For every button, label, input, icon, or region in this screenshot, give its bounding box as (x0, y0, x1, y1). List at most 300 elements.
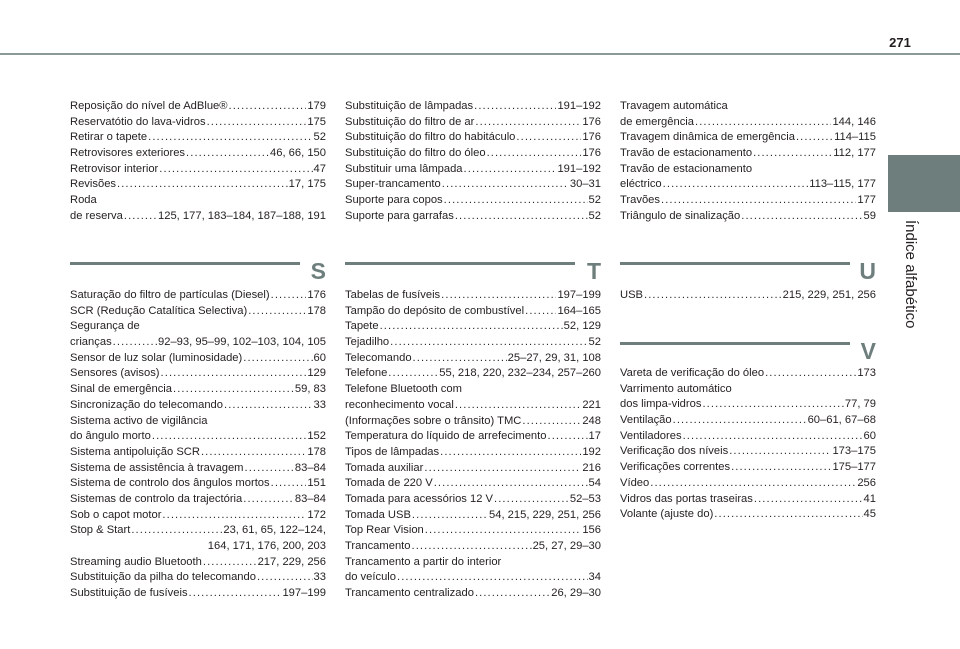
index-entry (620, 130, 876, 146)
entry-label: (Informações sobre o trânsito) TMC (345, 414, 522, 427)
entry-label: Verificações correntes (620, 461, 731, 474)
entry-pages: 59 (863, 209, 876, 222)
entry-pages: 164–165 (557, 304, 601, 317)
entry-label: Sinal de emergência (70, 383, 172, 396)
entry-pages: 173–175 (832, 445, 876, 458)
entry-pages: 248 (582, 414, 601, 427)
dot-leader (397, 570, 588, 586)
entry-pages: 25, 27, 29–30 (532, 540, 601, 552)
entry-label: Trancamento a partir do interior (345, 555, 502, 568)
entry-pages: 179 (307, 100, 326, 112)
entry-pages: 26, 29–30 (551, 587, 601, 600)
entry-pages: 113–115, 177 (809, 178, 876, 191)
dot-leader (487, 146, 582, 162)
entry-label: reconhecimento vocal (345, 398, 454, 411)
entry-pages: 60 (863, 429, 876, 442)
dot-leader (548, 429, 588, 445)
entry-label: Tomada para acessórios 12 V (345, 492, 494, 505)
dot-leader (702, 397, 843, 413)
dot-leader (441, 288, 556, 304)
entry-pages: 197–199 (557, 289, 601, 301)
entry-pages: 17 (588, 430, 601, 443)
entry-label: Sistema activo de vigilância (70, 414, 208, 427)
index-entry (620, 413, 876, 429)
dot-leader (522, 414, 581, 430)
entry-label: Sistemas de controlo da trajectória (70, 492, 243, 505)
index-entry (70, 209, 326, 225)
entry-label: Substituição de lâmpadas (345, 100, 474, 112)
entry-label: Tipos de lâmpadas (345, 445, 440, 458)
dot-leader (455, 209, 588, 225)
entry-pages: 256 (857, 476, 876, 489)
entry-label: USB (620, 289, 644, 301)
entry-label: Triângulo de sinalização (620, 209, 741, 222)
dot-leader (229, 99, 307, 115)
index-entry (345, 130, 601, 146)
dot-leader (124, 209, 157, 225)
index-entry (70, 146, 326, 162)
index-entry (620, 115, 876, 131)
entry-label: Trancamento (345, 540, 411, 552)
entry-pages: 125, 177, 183–184, 187–188, 191 (158, 209, 326, 222)
index-entry (345, 351, 601, 367)
index-entry (70, 382, 326, 398)
index-entry (70, 555, 326, 571)
dot-leader (224, 398, 313, 414)
entry-label: Vidros das portas traseiras (620, 492, 753, 505)
index-entry (70, 304, 326, 320)
index-entry (345, 445, 601, 461)
index-entry (345, 177, 601, 193)
entry-label: Vareta de verificação do óleo (620, 367, 765, 379)
index-entry (620, 429, 876, 445)
entry-label: Tomada USB (345, 508, 411, 521)
entry-label: Retrovisor interior (70, 162, 159, 175)
entry-pages: 23, 61, 65, 122–124, (223, 524, 326, 537)
entry-label: Saturação do filtro de partículas (Diesel) (70, 289, 270, 301)
index-entry (345, 398, 601, 414)
index-entry (345, 366, 601, 382)
dot-leader (162, 508, 306, 524)
dot-leader (243, 351, 312, 367)
entry-label: Substituição do filtro do habitáculo (345, 131, 516, 144)
index-entry (70, 445, 326, 461)
index-entry (345, 429, 601, 445)
entry-label: Reposição do nível de AdBlue® (70, 100, 228, 112)
entry-pages: 52 (588, 336, 601, 349)
entry-label: eléctrico (620, 178, 662, 191)
index-block (70, 288, 326, 602)
entry-label: Substituição do filtro de ar (345, 115, 475, 128)
dot-leader (388, 366, 438, 382)
entry-label: Sensor de luz solar (luminosidade) (70, 351, 243, 364)
dot-leader (148, 130, 312, 146)
index-entry (620, 209, 876, 225)
entry-label: Telefone (345, 367, 388, 380)
entry-pages: 52 (588, 209, 601, 222)
index-entry (70, 193, 326, 209)
entry-label: Travagem automática (620, 100, 728, 112)
entry-pages: 172 (307, 508, 326, 521)
dot-leader (650, 476, 856, 492)
dot-leader (189, 586, 282, 602)
dot-leader (152, 429, 306, 445)
entry-pages: 215, 229, 251, 256 (782, 289, 876, 301)
dot-leader (714, 507, 862, 523)
dot-leader (434, 476, 588, 492)
entry-pages: 144, 146 (832, 115, 876, 128)
dot-leader (765, 366, 856, 382)
entry-label: Retrovisores exteriores (70, 147, 186, 160)
entry-pages: 41 (863, 492, 876, 505)
entry-pages: 52–53 (569, 492, 601, 505)
entry-label: Travão de estacionamento (620, 162, 753, 175)
entry-pages: 191–192 (557, 162, 601, 175)
dot-leader (731, 460, 831, 476)
entry-pages: 59, 83 (294, 383, 326, 396)
index-entry (70, 319, 326, 335)
section-header-u (620, 258, 876, 286)
index-entry (345, 209, 601, 225)
dot-leader (186, 146, 269, 162)
index-entry (345, 99, 601, 115)
entry-label: Travão de estacionamento (620, 147, 753, 160)
entry-pages: 173 (857, 367, 876, 379)
entry-label: Sensores (avisos) (70, 367, 160, 380)
dot-leader (173, 382, 294, 398)
entry-pages: 83–84 (294, 461, 326, 474)
entry-pages: 55, 218, 220, 232–234, 257–260 (439, 367, 601, 380)
index-entry (345, 492, 601, 508)
section-letter: V (860, 338, 876, 364)
entry-label: Reservatótio do lava-vidros (70, 115, 206, 128)
entry-label: do ângulo morto (70, 430, 151, 443)
section-letter: U (859, 258, 876, 284)
index-entry (620, 507, 876, 523)
section-header-v (620, 338, 876, 366)
entry-label: Sincronização do telecomando (70, 398, 223, 411)
entry-label: Suporte para copos (345, 194, 443, 207)
entry-label: Varrimento automático (620, 382, 732, 395)
section-rule (620, 262, 850, 265)
section-letter: T (586, 258, 601, 284)
entry-label: Substituição da pilha do telecomando (70, 571, 256, 584)
dot-leader (516, 130, 581, 146)
index-entry (345, 523, 601, 539)
dot-leader (424, 461, 581, 477)
index-block (345, 288, 601, 602)
dot-leader (131, 523, 222, 539)
entry-label: Substituição do filtro do óleo (345, 147, 486, 160)
dot-leader (644, 288, 782, 304)
entry-pages: 177 (857, 194, 876, 207)
entry-label: Tabelas de fusíveis (345, 289, 441, 301)
dot-leader (474, 99, 556, 115)
section-rule (70, 262, 300, 265)
dot-leader (412, 508, 488, 524)
index-entry (345, 115, 601, 131)
index-entry (620, 99, 876, 115)
dot-leader (796, 130, 833, 146)
entry-pages: 52 (313, 131, 326, 144)
dot-leader (695, 115, 831, 131)
index-entry (70, 99, 326, 115)
entry-label: Top Rear Vision (345, 524, 424, 537)
entry-pages: 46, 66, 150 (270, 147, 326, 160)
index-entry (70, 539, 326, 555)
entry-label: 164, 171, 176, 200, 203 (207, 540, 326, 552)
entry-pages: 217, 229, 256 (257, 555, 326, 568)
entry-label: Tejadilho (345, 336, 390, 349)
dot-leader (203, 555, 257, 571)
index-entry (345, 555, 601, 571)
dot-leader (159, 162, 312, 178)
dot-leader (161, 366, 307, 382)
entry-pages: 192 (582, 445, 601, 458)
entry-label: Retirar o tapete (70, 131, 148, 144)
index-entry (620, 177, 876, 193)
entry-pages: 114–115 (834, 131, 876, 144)
entry-label: Substituição de fusíveis (70, 587, 188, 600)
entry-label: Sistema de assistência à travagem (70, 461, 244, 474)
entry-pages: 30–31 (569, 178, 601, 191)
index-entry (70, 461, 326, 477)
entry-pages: 52, 129 (563, 320, 601, 333)
entry-pages: 221 (582, 398, 601, 411)
index-entry (70, 570, 326, 586)
entry-label: Substituir uma lâmpada (345, 162, 463, 175)
dot-leader (243, 492, 294, 508)
entry-pages: 17, 175 (288, 178, 326, 191)
dot-leader (201, 445, 306, 461)
dot-leader (245, 461, 294, 477)
entry-label: Sistema de controlo dos ângulos mortos (70, 477, 270, 490)
index-entry (70, 414, 326, 430)
entry-label: Telecomando (345, 351, 412, 364)
dot-leader (257, 570, 313, 586)
entry-pages: 178 (307, 445, 326, 458)
entry-label: Roda (70, 194, 97, 207)
index-entry (345, 288, 601, 304)
entry-pages: 34 (588, 571, 601, 584)
index-entry (70, 288, 326, 304)
index-entry (70, 398, 326, 414)
section-letter: S (310, 258, 326, 284)
entry-label: Temperatura do líquido de arrefecimento (345, 430, 547, 443)
section-rule (345, 262, 575, 265)
entry-pages: 176 (307, 289, 326, 301)
dot-leader (673, 413, 807, 429)
dot-leader (380, 319, 563, 335)
entry-label: Travões (620, 194, 660, 207)
entry-pages: 92–93, 95–99, 102–103, 104, 105 (158, 336, 326, 349)
index-entry (620, 382, 876, 398)
entry-label: Suporte para garrafas (345, 209, 454, 222)
entry-pages: 60 (313, 351, 326, 364)
index-entry (345, 319, 601, 335)
index-entry (70, 523, 326, 539)
entry-label: Stop & Start (70, 524, 131, 537)
entry-pages: 77, 79 (844, 398, 876, 411)
header-rule (0, 53, 960, 55)
entry-pages: 197–199 (282, 587, 326, 600)
index-entry (620, 366, 876, 382)
index-entry (345, 414, 601, 430)
entry-pages: 176 (582, 147, 601, 160)
index-entry (620, 146, 876, 162)
dot-leader (661, 193, 856, 209)
dot-leader (475, 586, 550, 602)
entry-label: do veículo (345, 571, 396, 584)
entry-pages: 112, 177 (833, 147, 876, 160)
index-entry (345, 146, 601, 162)
dot-leader (475, 115, 581, 131)
dot-leader (754, 492, 863, 508)
index-entry (70, 429, 326, 445)
entry-pages: 216 (582, 461, 601, 474)
dot-leader (525, 304, 556, 320)
index-entry (70, 162, 326, 178)
entry-label: Volante (ajuste do) (620, 508, 714, 521)
entry-label: Vídeo (620, 476, 650, 489)
entry-label: Sob o capot motor (70, 508, 162, 521)
dot-leader (271, 288, 307, 304)
dot-leader (390, 335, 587, 351)
index-block (620, 288, 876, 304)
dot-leader (425, 523, 582, 539)
index-entry (345, 586, 601, 602)
entry-label: Tapete (345, 320, 379, 333)
index-block (70, 99, 326, 225)
entry-pages: 25–27, 29, 31, 108 (507, 351, 601, 364)
entry-label: Verificação dos níveis (620, 445, 729, 458)
entry-label: Revisões (70, 178, 117, 191)
entry-pages: 52 (588, 194, 601, 207)
dot-leader (412, 539, 532, 555)
dot-leader (753, 146, 832, 162)
dot-leader (207, 115, 307, 131)
entry-pages: 151 (307, 477, 326, 490)
entry-pages: 33 (313, 571, 326, 584)
entry-pages: 191–192 (557, 100, 601, 112)
entry-label: Sistema antipoluição SCR (70, 445, 200, 458)
index-block (345, 99, 601, 225)
entry-pages: 83–84 (294, 492, 326, 505)
section-tab (888, 155, 960, 212)
dot-leader (442, 177, 569, 193)
dot-leader (741, 209, 862, 225)
dot-leader (464, 162, 557, 178)
entry-pages: 176 (582, 131, 601, 144)
entry-label: Travagem dinâmica de emergência (620, 131, 795, 144)
entry-label: Streaming audio Bluetooth (70, 555, 202, 568)
dot-leader (413, 351, 507, 367)
entry-pages: 60–61, 67–68 (807, 414, 876, 427)
entry-pages: 176 (582, 115, 601, 128)
entry-pages: 33 (313, 398, 326, 411)
entry-label: Ventilação (620, 414, 672, 427)
dot-leader (444, 193, 588, 209)
section-header-s (70, 258, 326, 286)
index-entry (345, 539, 601, 555)
entry-label: Tomada auxiliar (345, 461, 424, 474)
entry-pages: 129 (307, 367, 326, 380)
dot-leader (455, 398, 582, 414)
index-entry (345, 162, 601, 178)
index-entry (345, 476, 601, 492)
entry-pages: 54 (588, 477, 601, 490)
entry-label: dos limpa-vidros (620, 398, 702, 411)
entry-label: de reserva (70, 209, 123, 222)
index-entry (345, 335, 601, 351)
page-number: 271 (889, 35, 911, 50)
entry-label: de emergência (620, 115, 695, 128)
entry-label: Ventiladores (620, 429, 682, 442)
dot-leader (113, 335, 157, 351)
entry-pages: 47 (313, 162, 326, 175)
entry-pages: 175–177 (832, 461, 876, 474)
dot-leader (248, 304, 306, 320)
index-block (620, 366, 876, 523)
index-entry (70, 351, 326, 367)
dot-leader (117, 177, 288, 193)
index-entry (70, 115, 326, 131)
dot-leader (729, 444, 831, 460)
dot-leader (663, 177, 809, 193)
entry-label: Telefone Bluetooth com (345, 383, 462, 396)
index-entry (70, 177, 326, 193)
entry-label: Segurança de (70, 320, 140, 333)
entry-pages: 45 (863, 508, 876, 521)
section-rule (620, 342, 850, 345)
index-entry (620, 444, 876, 460)
dot-leader (683, 429, 863, 445)
index-entry (70, 508, 326, 524)
index-entry (620, 476, 876, 492)
index-entry (345, 382, 601, 398)
entry-label: crianças (70, 336, 112, 349)
index-entry (70, 492, 326, 508)
entry-pages: 178 (307, 304, 326, 317)
entry-label: Super-trancamento (345, 178, 441, 191)
entry-label: SCR (Redução Catalítica Selectiva) (70, 304, 248, 317)
entry-pages: 54, 215, 229, 251, 256 (489, 508, 601, 521)
entry-pages: 152 (307, 430, 326, 443)
index-entry (345, 461, 601, 477)
index-block (620, 99, 876, 225)
index-entry (345, 508, 601, 524)
index-entry (70, 130, 326, 146)
index-entry (620, 460, 876, 476)
dot-leader (271, 476, 307, 492)
section-tab-text: Índice alfabético (902, 220, 919, 329)
index-entry (345, 304, 601, 320)
entry-pages: 175 (307, 115, 326, 128)
index-entry (70, 335, 326, 351)
index-entry (70, 586, 326, 602)
entry-pages: 156 (582, 524, 601, 537)
index-entry (620, 162, 876, 178)
section-header-t (345, 258, 601, 286)
index-entry (70, 366, 326, 382)
index-entry (345, 193, 601, 209)
entry-label: Tomada de 220 V (345, 477, 433, 490)
dot-leader (440, 445, 581, 461)
index-entry (620, 397, 876, 413)
index-entry (620, 288, 876, 304)
entry-label: Tampão do depósito de combustível (345, 304, 525, 317)
dot-leader (494, 492, 569, 508)
